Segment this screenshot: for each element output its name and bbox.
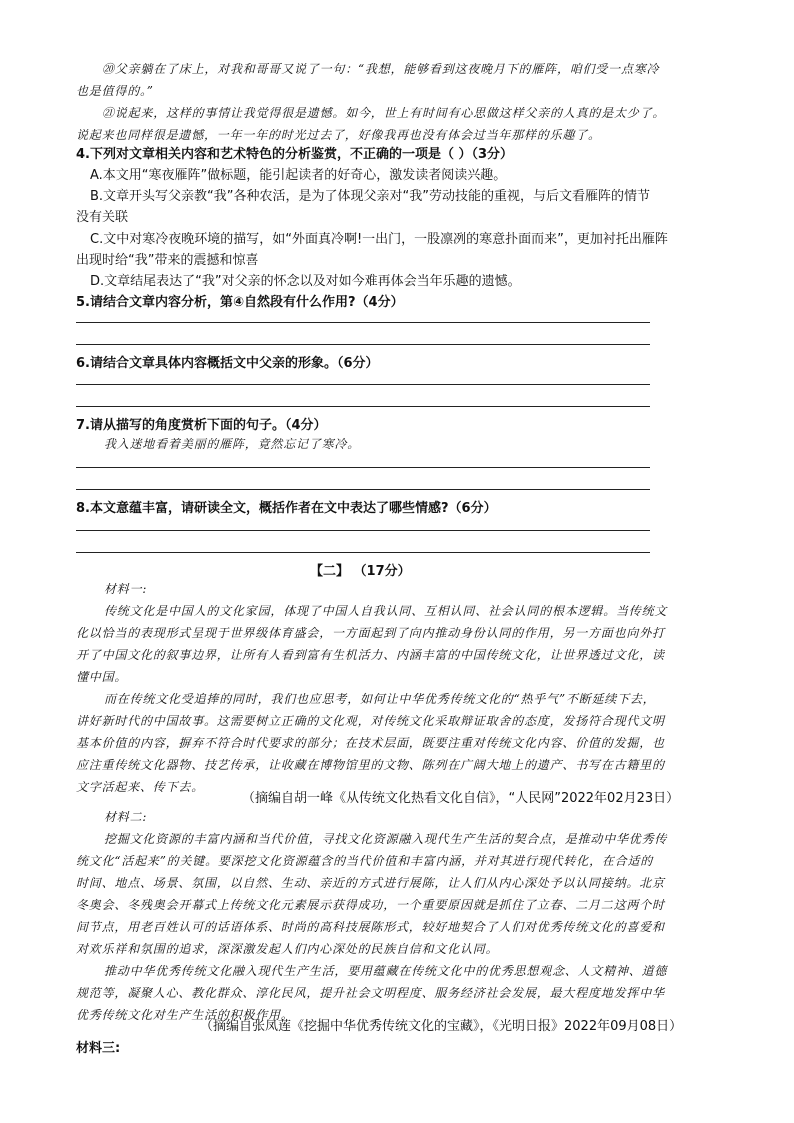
question-5-stem: 5.请结合文章内容分析，第④自然段有什么作用?（4分） xyxy=(76,295,404,310)
question-4-option-a[interactable]: A.本文用“寒夜雁阵”做标题，能引起读者的好奇心，激发读者阅读兴趣。 xyxy=(90,168,507,183)
material-1-line: 文字活起来、传下去。 xyxy=(76,780,205,794)
material-1-source: （摘编自胡一峰《从传统文化热看文化自信》，“人民网”2022年02月23日） xyxy=(242,791,680,806)
material-2-source: （摘编自张凤莲《挖掘中华优秀传统文化的宝藏》，《光明日报》2022年09月08日） xyxy=(200,1019,683,1034)
answer-line[interactable] xyxy=(76,384,650,385)
material-1-line: 懂中国。 xyxy=(76,670,128,684)
material-1-line: 应注重传统文化器物、技艺传承，让收藏在博物馆里的文物、陈列在广阔大地上的遗产、书写在古籍里的 xyxy=(76,758,665,772)
passage-line: 说起来也同样很是遗憾，一年一年的时光过去了，好像我再也没有体会过当年那样的乐趣了。 xyxy=(76,128,601,142)
material-2-line: 挖掘文化资源的丰富内涵和当代价值，寻找文化资源融入现代生产生活的契合点，是推动中华优秀传 xyxy=(104,832,668,846)
question-7-sentence: 我入迷地看着美丽的雁阵，竟然忘记了寒冷。 xyxy=(104,437,361,451)
material-1-line: 讲好新时代的中国故事。这需要树立正确的文化观，对传统文化采取辩证取舍的态度，发扬符合现代文明 xyxy=(76,714,665,728)
question-6-stem: 6.请结合文章具体内容概括文中父亲的形象。（6分） xyxy=(76,356,379,371)
passage-line: 也是值得的。” xyxy=(76,84,154,98)
question-4-option-b[interactable]: B.文章开头写父亲教“我”各种农活，是为了体现父亲对“我”劳动技能的重视，与后文看雁阵的情节 xyxy=(90,189,650,204)
material-1-line: 传统文化是中国人的文化家园，体现了中国人自我认同、互相认同、社会认同的根本逻辑。当传统文 xyxy=(104,604,668,618)
material-2-line: 对欢乐祥和氛围的追求，深深激发起人们内心深处的民族自信和文化认同。 xyxy=(76,942,499,956)
material-2-line: 推动中华优秀传统文化融入现代生产生活，要用蕴藏在传统文化中的优秀思想观念、人文精神、道德 xyxy=(104,964,668,978)
answer-line[interactable] xyxy=(76,406,650,407)
material-1-line: 化以恰当的表现形式呈现于世界级体育盛会，一方面起到了向内推动身份认同的作用，另一方面也向外打 xyxy=(76,626,665,640)
question-4-option-b-cont: 没有关联 xyxy=(76,210,129,225)
passage-line: ⑳父亲躺在了床上，对我和哥哥又说了一句：“我想，能够看到这夜晚月下的雁阵，咱们受一点寒冷 xyxy=(102,62,660,76)
answer-line[interactable] xyxy=(76,530,650,531)
passage-line: ㉑说起来，这样的事情让我觉得很是遗憾。如今，世上有时间有心思做这样父亲的人真的是太少了。 xyxy=(102,106,666,120)
material-3-label: 材料三: xyxy=(76,1041,121,1056)
question-4-option-c[interactable]: C.文中对寒冷夜晚环境的描写，如“外面真冷啊!一出门，一股凛冽的寒意扑面而来”，更加衬托出雁阵 xyxy=(90,232,668,247)
section-heading: 【二】 （17分） xyxy=(310,564,411,579)
material-1-line: 而在传统文化受追捧的同时，我们也应思考，如何让中华优秀传统文化的“热乎气”不断延续下去， xyxy=(104,692,656,706)
material-2-line: 时间、地点、场景、氛围，以自然、生动、亲近的方式进行展陈，让人们从内心深处予以认同接纳。北京 xyxy=(76,876,665,890)
answer-line[interactable] xyxy=(76,489,650,490)
question-4-option-d[interactable]: D.文章结尾表达了“我”对父亲的怀念以及对如今难再体会当年乐趣的遗憾。 xyxy=(90,274,521,289)
answer-line[interactable] xyxy=(76,322,650,323)
material-2-line: 优秀传统文化对生产生活的积极作用。 xyxy=(76,1008,294,1022)
material-2-line: 统文化“活起来”的关键。要深挖文化资源蕴含的当代价值和丰富内涵，并对其进行现代转化，在合适的 xyxy=(76,854,654,868)
material-1-line: 开了中国文化的叙事边界，让所有人看到富有生机活力、内涵丰富的中国传统文化，让世界透过文化，读 xyxy=(76,648,665,662)
answer-line[interactable] xyxy=(76,344,650,345)
question-4-option-c-cont: 出现时给“我”带来的震撼和惊喜 xyxy=(76,253,259,268)
answer-line[interactable] xyxy=(76,552,650,553)
question-7-stem: 7.请从描写的角度赏析下面的句子。（4分） xyxy=(76,418,327,433)
material-2-line: 规范等，凝聚人心、教化群众、淳化民风，提升社会文明程度、服务经济社会发展，最大程度地发挥中华 xyxy=(76,986,665,1000)
material-1-label: 材料一: xyxy=(104,582,148,596)
question-8-stem: 8.本文意蕴丰富，请研读全文，概括作者在文中表达了哪些情感?（6分） xyxy=(76,501,497,516)
material-1-line: 基本价值的内容，摒弃不符合时代要求的部分；在技术层面，既要注重对传统文化内容、价值的发掘，也 xyxy=(76,736,665,750)
question-4-stem: 4.下列对文章相关内容和艺术特色的分析鉴赏，不正确的一项是（ ）（3分） xyxy=(76,147,514,162)
answer-line[interactable] xyxy=(76,467,650,468)
material-2-line: 间节点，用老百姓认可的话语体系、时尚的高科技展陈形式，较好地契合了人们对优秀传统文化的喜爱和 xyxy=(76,920,665,934)
material-2-line: 冬奥会、冬残奥会开幕式上传统文化元素展示获得成功，一个重要原因就是抓住了立春、二月二这两个时 xyxy=(76,898,665,912)
material-2-label: 材料二: xyxy=(104,810,148,824)
